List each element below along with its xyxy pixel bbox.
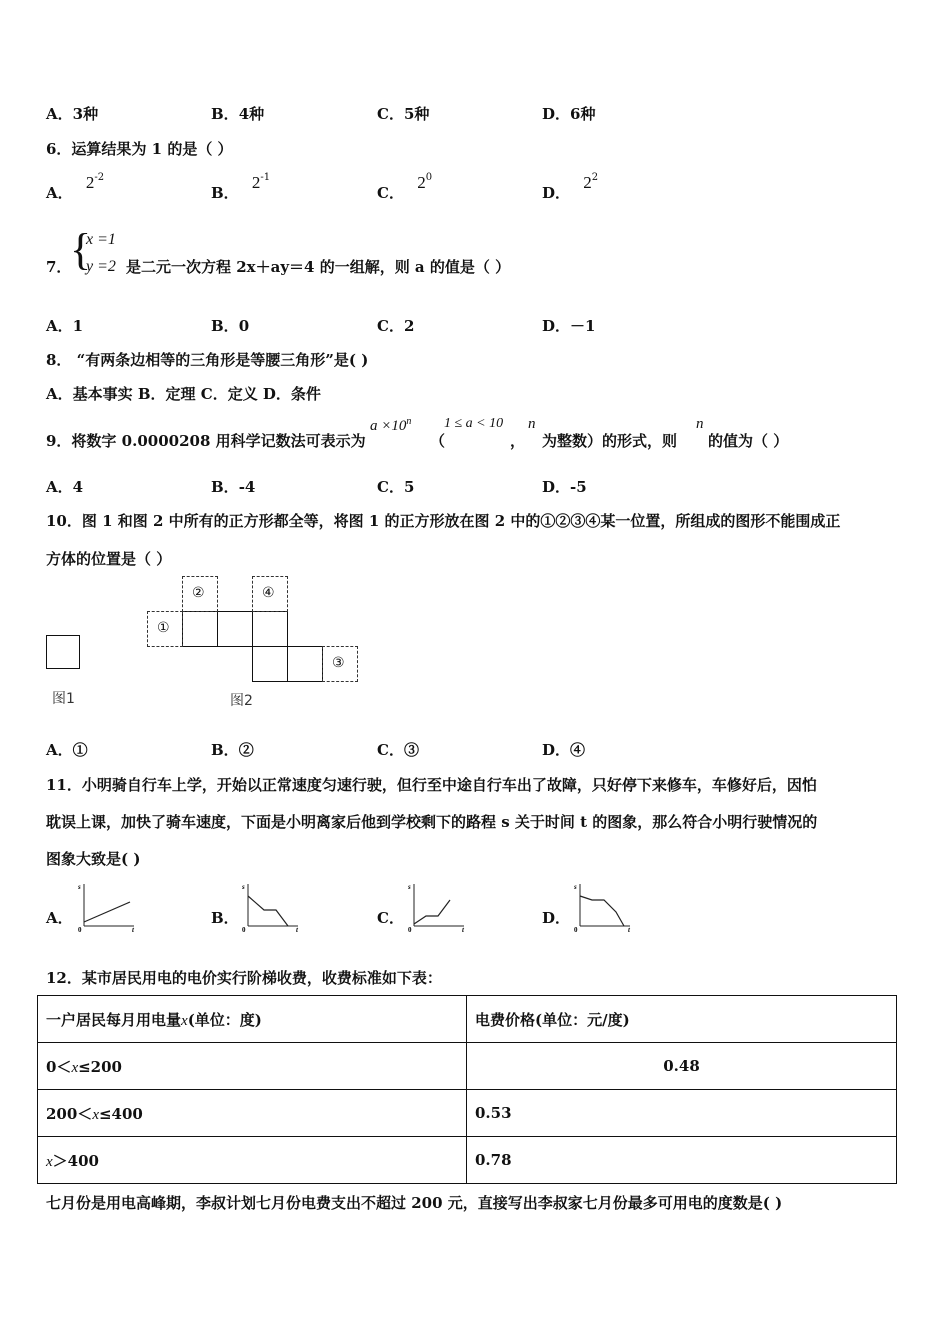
q9-paren-open: （ [430, 432, 446, 450]
option-letter: C． [377, 184, 404, 202]
axis-t-label: t [132, 926, 134, 934]
table-row [38, 1090, 897, 1137]
option-text: 4 [72, 478, 84, 496]
q9-expression [370, 416, 411, 435]
q5-option-c [377, 103, 429, 124]
option-letter: C． [377, 105, 404, 123]
option-text: 0 [238, 317, 250, 335]
graph-c-curve [414, 900, 450, 924]
header-text: 一户居民每月用电量 [46, 1010, 182, 1029]
range-var: x [92, 1106, 99, 1123]
q11-option-a-letter: A． [46, 909, 73, 927]
table-row [38, 1137, 897, 1184]
option-letter: B． [211, 105, 239, 123]
range-end: ＞400 [52, 1151, 99, 1170]
option-text: 5种 [403, 105, 430, 123]
table-header-cell: 电费价格(单位：元/度) [467, 996, 897, 1043]
q7-option-b [211, 315, 249, 336]
q9-option-c [377, 476, 414, 497]
q10-option-c [377, 739, 419, 760]
range-var: x [71, 1059, 79, 1076]
option-letter: A． [46, 184, 73, 202]
system-equation-1: x =1 [86, 231, 116, 248]
expr-base: a ×10 [370, 418, 407, 434]
table-header-row [38, 996, 897, 1043]
q9-option-b [211, 476, 255, 497]
q11-option-d-letter: D． [542, 909, 571, 927]
axis-s-label: s [242, 883, 245, 891]
option-base: 2 [417, 173, 426, 192]
option-exponent: -2 [94, 172, 105, 183]
axis-s-label: s [408, 883, 411, 891]
option-letter: C． [377, 741, 404, 759]
net-square [252, 611, 288, 647]
option-letter: D． [542, 184, 571, 202]
q10-option-b [211, 739, 254, 760]
option-text: ③ [403, 741, 419, 759]
price-table [37, 995, 897, 1184]
option-exponent: -1 [260, 172, 271, 183]
q9-stem [46, 430, 366, 451]
option-text: ② [238, 741, 254, 759]
option-letter: A． [46, 741, 73, 759]
q6-option-b [211, 172, 271, 203]
option-letter: D． [542, 741, 571, 759]
figure2-label: 图2 [230, 693, 253, 709]
option-letter: C． [377, 478, 404, 496]
q9-stem-part-a: 9．将数字 0.0000208 用科学记数法可表示为 [46, 432, 366, 450]
q11-stem-line-3: 图象大致是( ) [46, 850, 141, 868]
net-square [217, 611, 253, 647]
axis-t-label: t [628, 926, 630, 934]
q7-option-c [377, 315, 414, 336]
graph-b [238, 880, 304, 934]
option-text: ① [72, 741, 88, 759]
table-cell [38, 1137, 467, 1184]
table-cell: 0.48 [467, 1043, 897, 1090]
net-square [287, 646, 323, 682]
q11-option-b-letter: B． [211, 909, 239, 927]
axis-t-label: t [462, 926, 464, 934]
option-exponent: 0 [425, 172, 433, 183]
q10-option-d [542, 739, 585, 760]
system-equation-2: y =2 [86, 258, 116, 275]
q12-stem: 12．某市居民用电的电价实行阶梯收费，收费标准如下表： [46, 969, 442, 987]
q11-stem-line-2: 耽误上课，加快了骑车速度，下面是小明离家后他到学校剩下的路程 s 关于时间 t 的图象，那么符合小明行驶情况的 [46, 813, 818, 831]
expr-exponent: n [406, 416, 412, 427]
origin-label: 0 [408, 926, 412, 934]
graph-d-curve [580, 896, 624, 926]
q10-stem-line-1: 10．图 1 和图 2 中所有的正方形都全等，将图 1 的正方形放在图 2 中的①②③④某一位置，所组成的图形不能围成正 [46, 512, 841, 530]
q11-option-c-letter: C． [377, 909, 404, 927]
header-var: x [181, 1012, 188, 1029]
q6-stem: 6．运算结果为 1 的是（ ） [46, 140, 233, 158]
axis-s-label: s [78, 883, 81, 891]
q9-n-symbol: n [528, 416, 536, 432]
graph-d [570, 880, 636, 934]
option-letter: D． [542, 105, 571, 123]
option-text: ④ [570, 741, 586, 759]
q10-stem-line-2: 方体的位置是（ ） [46, 550, 172, 568]
option-text: 4种 [238, 105, 265, 123]
option-letter: A． [46, 105, 73, 123]
q9-n-symbol-2: n [696, 416, 704, 432]
range-end: ≤400 [98, 1104, 143, 1123]
option-exponent: 2 [591, 172, 599, 183]
net-square [252, 646, 288, 682]
q9-condition: 1 ≤ a < 10 [444, 416, 504, 431]
option-letter: B． [211, 184, 239, 202]
header-unit: (单位：度) [187, 1010, 262, 1029]
system-brace: { [70, 225, 92, 274]
table-header-cell [38, 996, 467, 1043]
option-text: 6种 [570, 105, 596, 123]
option-text: 3种 [72, 105, 99, 123]
q9-option-a [46, 476, 83, 497]
option-letter: C． [377, 317, 404, 335]
option-text: -4 [238, 478, 256, 496]
graph-b-curve [248, 896, 288, 926]
option-base: 2 [251, 173, 261, 192]
q5-option-a [46, 103, 98, 124]
option-text: 5 [403, 478, 415, 496]
option-text: －1 [570, 317, 596, 335]
range-start: 200＜ [46, 1104, 93, 1123]
q6-option-a [46, 172, 105, 203]
position-2-label: ② [192, 585, 205, 601]
q5-option-b [211, 103, 264, 124]
axis-s-label: s [574, 883, 577, 891]
position-1-label: ① [157, 620, 170, 636]
range-start: 0＜ [46, 1057, 72, 1076]
figure1-square [46, 635, 80, 669]
option-text: -5 [570, 478, 587, 496]
table-row [38, 1043, 897, 1090]
q9-option-d [542, 476, 587, 497]
q9-stem-part-c: 的值为（ ） [708, 432, 789, 450]
table-cell [38, 1090, 467, 1137]
q10-option-a [46, 739, 88, 760]
q7-option-d [542, 315, 595, 336]
option-letter: B． [211, 478, 239, 496]
range-var: x [46, 1153, 53, 1170]
axis-t-label: t [296, 926, 298, 934]
q6-option-d [542, 172, 599, 203]
q9-stem-part-b: 为整数）的形式，则 [542, 432, 678, 450]
q5-option-d [542, 103, 595, 124]
table-cell: 0.53 [467, 1090, 897, 1137]
option-text: 1 [72, 317, 84, 335]
origin-label: 0 [574, 926, 578, 934]
graph-c [404, 880, 470, 934]
q6-option-c [377, 172, 433, 203]
q7-option-a [46, 315, 83, 336]
q7-stem: 是二元一次方程 2x＋ay＝4 的一组解，则 a 的值是（ ） [126, 258, 511, 276]
graph-a [74, 880, 140, 934]
option-letter: A． [46, 478, 73, 496]
graph-a-curve [84, 902, 130, 922]
option-base: 2 [583, 173, 592, 192]
position-3-label: ③ [332, 655, 345, 671]
q12-footer: 七月份是用电高峰期，李叔计划七月份电费支出不超过 200 元，直接写出李叔家七月份最多可用电的度数是( ) [46, 1194, 783, 1212]
q8-options: A．基本事实 B．定理 C．定义 D．条件 [46, 385, 321, 403]
q7-number: 7． [46, 258, 72, 276]
position-4-label: ④ [262, 585, 275, 601]
net-square [182, 611, 218, 647]
option-base: 2 [85, 173, 95, 192]
q8-stem: 8． “有两条边相等的三角形是等腰三角形”是( ) [46, 351, 369, 369]
option-letter: B． [211, 317, 239, 335]
origin-label: 0 [242, 926, 246, 934]
table-cell [38, 1043, 467, 1090]
option-letter: B． [211, 741, 239, 759]
option-letter: D． [542, 317, 571, 335]
option-letter: D． [542, 478, 571, 496]
range-end: ≤200 [78, 1057, 122, 1076]
q11-stem-line-1: 11．小明骑自行车上学，开始以正常速度匀速行驶，但行至中途自行车出了故障，只好停下来修车，车修好后，因怕 [46, 776, 817, 794]
q9-comma: ， [510, 432, 526, 450]
option-letter: A． [46, 317, 73, 335]
origin-label: 0 [78, 926, 82, 934]
table-cell: 0.78 [467, 1137, 897, 1184]
option-text: 2 [403, 317, 415, 335]
figure1-label: 图1 [52, 691, 75, 707]
